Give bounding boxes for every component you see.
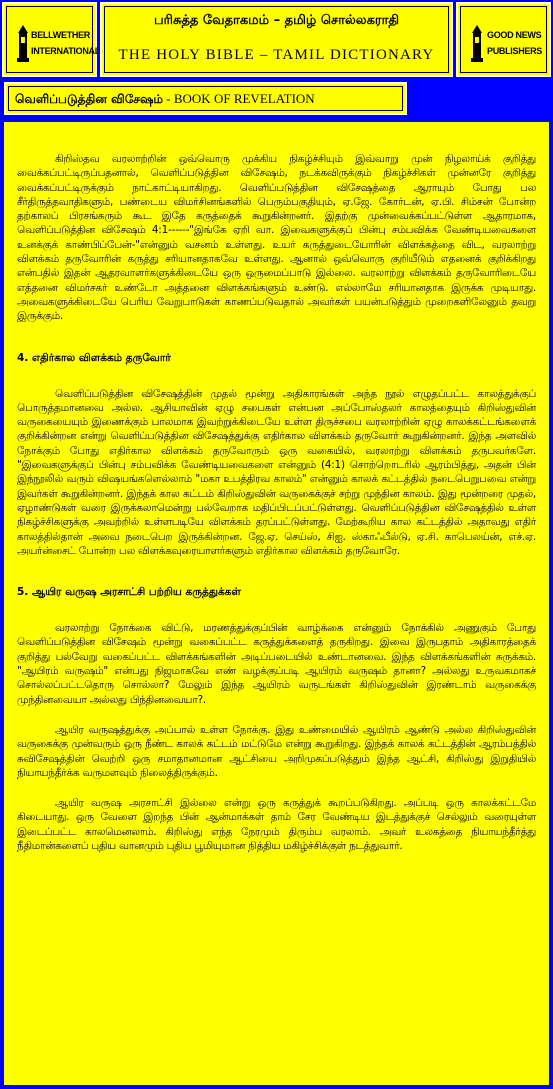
right-logo-box [456, 2, 551, 77]
section-label [8, 86, 403, 111]
section-label-box [4, 82, 407, 115]
heading-4: 4. எதிர்கால விளக்கம் தருவோர் [17, 351, 171, 364]
right-logo-line1: GOOD NEWS [487, 30, 542, 40]
paragraph-1: கிறிஸ்தவ வரலாற்றின் ஒவ்வொரு முக்கிய நிகழ்ச்சியும் இவ்வாறு முன் நிழலாய்க் குறித்து வைக்கப்பட்டிருப்பதனால், வெளிப்படுத்தின விசேஷம், நடக்கவிருக்கும் நிகழ்ச்சிகள் முன்னரே குறித்து வைக்கப்பட்டிருக்கும் நாட்காட்டியாகிறது. வெளிப்படுத்தின விசேஷத்தை ஆராயும் போது பல சீர்திருத்தவாதிகளும், பண்டைய விமர்சினங்களில் பெரும்பகுதியும், ஏ.ஜே. கோர்டன், ஏ.பி. சிம்சன் போன்ற தற்காலப் பிரசங்கரும் கூட இதே கருத்தைக் கூறுகின்றனர். இதற்கு முன்வைக்கப்பட்டுள்ள ஆதாரமாக, வெளிப்படுத்தின விசேஷம் 4:1------"இங்கே ஏறி வா. இவைகளுக்குப் பின்பு சம்பவிக்க வேண்டியவைகளை உனக்குக் காண்பிப்பேன்-"என்னும் வசனம் உள்ளது. உயர் கருத்துடையோரின் விளக்கத்தை விட, வரலாற்று விளக்கம் தருவோரின் கருத்து சரியானதாகவே உள்ளது. ஆனால் ஒவ்வொரு குறியீடும் எதனைக் குறிக்கிறது என்பதில் இதன் ஆதரவாளர்களுக்கிடையே ஒரு ஒருமைப்பாடு இல்லை. வரலாற்று விளக்கம் தருவோரிடையே எத்தனை விமர்சகர் உண்டோ அத்தனை விளக்கங்களும் உண்டு. எல்லாமே சரியானதாக இருக்க முடியாது. அவைகளுக்கிடையே பெரிய வேறுபாடுகள் காணப்படுவதால் அவர்கள் பயன்படுத்தும் முறைகளிலேனும் தவறு இருக்கும். [17, 153, 536, 323]
heading-5: 5. ஆயிர வருஷ அரசாட்சி பற்றிய கருத்துக்கள் [17, 586, 241, 599]
left-logo-line1: BELLWETHER [31, 30, 90, 40]
left-logo-line2: INTERNATIONAL [31, 46, 100, 56]
right-logo-frame [460, 6, 547, 73]
section-label-english: - BOOK OF REVELATION [163, 91, 315, 106]
title-tamil: பரிசுத்த வேதாகமம் – தமிழ் சொல்லகராதி [153, 13, 400, 28]
title-english: THE HOLY BIBLE – TAMIL DICTIONARY [118, 47, 435, 63]
left-logo-frame [6, 6, 100, 73]
section-label-tamil: வெளிப்படுத்தின விசேஷம் [15, 92, 164, 106]
paragraph-3: வரலாற்று நோக்கை விட்டு, மரணத்துக்குப்பின் வாழ்க்கை என்னும் நோக்கில் அணுகும் போது வெளிப்படுத்தின விசேஷம் மூன்று வகைப்பட்ட கருத்துக்களைத் தருகிறது. இவை இருபதாம் அதிகாரத்தைக் குறித்து பல்வேறு வகைப்பட்ட விளக்கங்களின் அடிப்படையில் உண்டானவை. இந்த விளக்கங்களின் சுருக்கம். "ஆயிரம் வருஷம்" என்பது நிஜமாகவே எண் வழக்குப்படி ஆயிரம் வருஷம் தானா? அல்லது உருவகமாகச் சொல்லப்பட்டதொரு சொல்லா? மேலும் இந்த ஆயிரம் வருடங்கள் கிறிஸ்துவின் இரண்டாம் வருகைக்கு முந்தினவையா அல்லது பிந்தினவையா?. [17, 622, 536, 706]
title-frame [104, 6, 449, 73]
right-logo-line2: PUBLISHERS [487, 46, 543, 56]
bell-tower-icon [470, 25, 484, 63]
paragraph-4: ஆயிர வருஷத்துக்கு அப்பால் உள்ள நோக்கு. இது உண்மையில் ஆயிரம் ஆண்டு அல்ல கிறிஸ்துவின் வருகைக்கு முன்வரும் ஒரு நீண்ட காலக் கட்டம் மட்டுமே என்று கூறுகிறது. இந்தக் காலக் கட்டத்தின் ஆரம்பத்தில் சுவிசேஷத்தின் வெற்றி ஒரு சமாதானமான ஆட்சியை அறிமுகப்படுத்தும் இந்த ஆட்சி, கிறிஸ்து இறுதியில் நியாயந்தீர்க்க வருமளவும் நிலைத்திருக்கும். [17, 723, 536, 779]
left-logo-box [2, 2, 100, 77]
content-panel [4, 122, 549, 1085]
paragraph-2: வெளிப்படுத்தின விசேஷத்தின் முதல் மூன்று அதிகாரங்கள் அந்த நூல் எழுதப்பட்ட காலத்துக்குப் பொருத்தமானவை அல்ல. ஆசியாவின் ஏழு சபைகள் என்பன அப்போஸ்தலர் காலத்தையும் கிறிஸ்துவின் வருகையையும் இணைக்கும் பாலமாக இவற்றுக்கிடையே உள்ள திருச்சபை வரலாற்றின் ஏழு காலக்கட்டங்களைக் குறிக்கின்றன என்று வெளிப்படுத்தின விசேஷத்துக்கு எதிர்கால விளக்கம் தருவோர் கூறுகின்றனர். இந்த அளவில் நோக்கும் போது எதிர்கால விளக்கம் தருவோரும் ஒரு வகையில், வரலாற்று விளக்கம் தருபவர்களே. "இவைகளுக்குப் பின்பு சம்பவிக்க வேண்டியவைகளை என்னும் (4:1) சொற்றொடரில் ஆரம்பித்து, அதன் பின் இந்நூலில் வரும் விஷயங்களெல்லாம் "மகா உபத்திரவ காலம்" என்னும் காலக் கட்டத்தில் நடைபெறுபவை என்று இவர்கள் கூறுகின்றனர். இந்தக் கால கட்டம் கிறிஸ்துவின் வருகைக்குச் சற்று முந்தின காலம். இது மூன்றரை முதல், ஏழாண்டுகள் வரை இருக்கலாமென்று பல்வேறாக மதிப்பிடப்பட்டுள்ளது. வெளிப்படுத்தின விசேஷத்தில் உள்ள நிகழ்ச்சிகளுக்கு அவற்றில் உள்ளபடியே விளக்கம் தரப்பட்டுள்ளது. மேற்கூறிய கால கட்டத்தில் அதாவது எதிர் காலத்தில்தான் அவை நடைபெற இருக்கின்றன. ஜே.ஏ. செய்ஸ், சிஐ. ஸ்காஃபீல்டு, ஏ.சி. காபெலய்ன், எச்.ஏ. அயர்ன்சைட் போன்ற பல விளக்கவுரையாளர்களும் எதிர்கால விளக்கம் தருவோரே. [17, 387, 536, 557]
title-box [100, 2, 453, 77]
paragraph-5: ஆயிர வருஷ அரசாட்சி இல்லை என்று ஒரு கருத்துக் கூறப்படுகிறது. அப்படி ஒரு காலக்கட்டமே கிடையாது. ஒரு வேளை இறந்த பின் ஆன்மாக்கள் தாம் சேர வேண்டிய இடத்துக்குச் செல்லும் வரையுள்ள இடைப்பட்ட காலமெனலாம். கிறிஸ்து எந்த நேரமும் திரும்ப வரலாம். அவர் உலகத்தை நியாயந்தீர்த்து நீதிமான்களைப் புதிய வானமும் புதிய பூமியுமான நித்திய மகிழ்ச்சிக்குள் நடத்துவார். [17, 797, 536, 852]
bell-tower-icon [16, 25, 30, 63]
